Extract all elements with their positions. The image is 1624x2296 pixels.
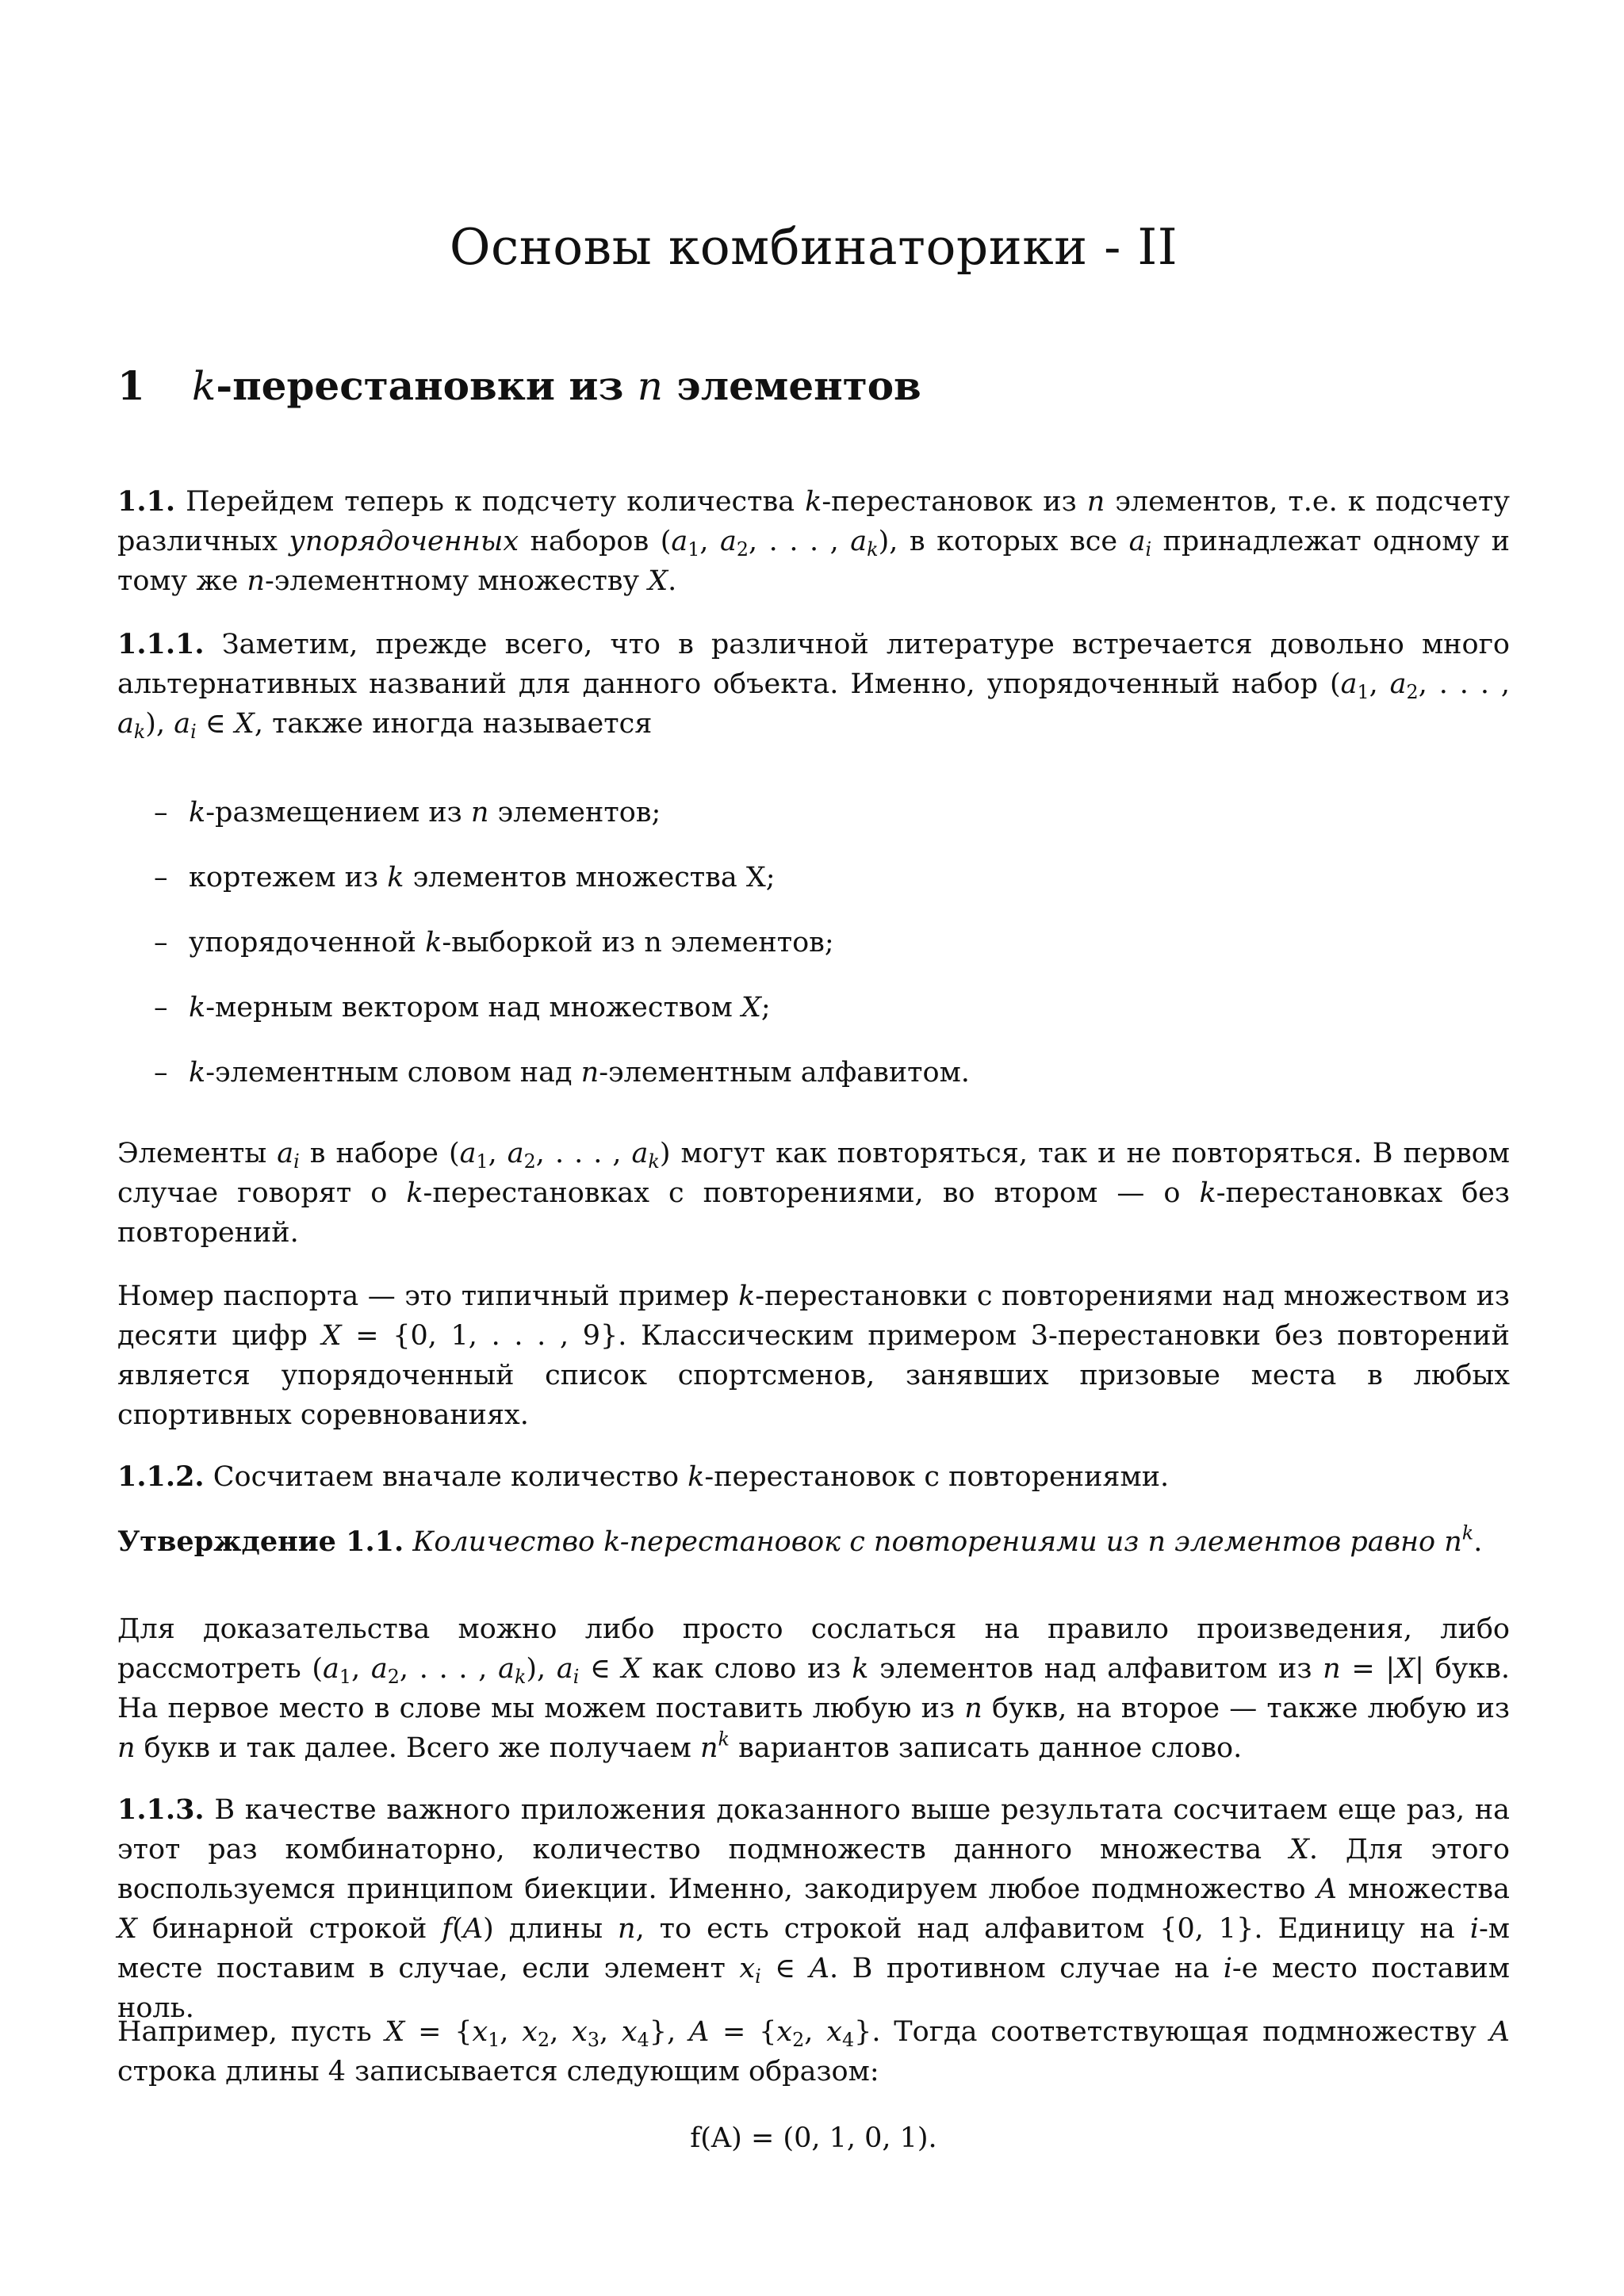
- paragraph-text: Перейдем теперь к подсчету количества: [175, 486, 806, 518]
- paragraph-text: Элементы: [117, 1138, 278, 1169]
- list-item-text: -выборкой из n элементов;: [442, 927, 834, 959]
- paragraph-text: могут как повторяться, так и не повторяться. В первом случае говорят о: [117, 1138, 1510, 1209]
- list-item: – k-элементным словом над n-элементным алфавитом.: [154, 1057, 970, 1089]
- paragraph-text: элементов над алфавитом из: [868, 1653, 1323, 1685]
- paragraph-text: наборов: [519, 526, 661, 557]
- paragraph-text: -перестановок из: [822, 486, 1087, 518]
- paragraph-text: -м месте поставим в случае, если элемент: [117, 1913, 1511, 1984]
- claim-label: Утверждение 1.1.: [117, 1525, 404, 1558]
- paragraph-passport: Номер паспорта — это типичный пример k-перестановки с повторениями над множеством из десяти цифр X = {0, 1, . . . , 9}. Классическим примером 3-перестановки без повторений является упорядоченный список спортсменов, занявших призовые места в любых спортивных соревнованиях.: [117, 1280, 1510, 1431]
- list-item-text: элементов множества X;: [404, 862, 776, 894]
- paragraph-text: вариантов записать данное слово.: [729, 1732, 1243, 1764]
- paragraph-text: в наборе: [299, 1138, 449, 1169]
- display-formula: [117, 2118, 1510, 2158]
- list-item: – k-размещением из n элементов;: [154, 797, 661, 828]
- section-title-post: элементов: [662, 362, 921, 409]
- paragraph-text: как слово из: [641, 1653, 852, 1685]
- claim-text: Количество k-перестановок с повторениями из n элементов равно: [404, 1526, 1445, 1558]
- list-item-var: X: [741, 992, 761, 1024]
- list-item-text: упорядоченной: [189, 927, 426, 959]
- paragraph-text: принадлежат одному и тому же: [117, 526, 1510, 597]
- paragraph-text: .: [668, 565, 677, 597]
- list-item-text: -элементным словом над: [205, 1057, 581, 1089]
- paragraph-text: Для доказательства можно либо просто сослаться на правило произведения, либо рассмотреть: [117, 1613, 1510, 1685]
- list-item-var: n: [470, 797, 489, 828]
- paragraph-text: -перестановок с повторениями.: [704, 1461, 1170, 1493]
- paragraph-1-1-2: 1.1.2. Сосчитаем вначале количество k-перестановок с повторениями.: [117, 1460, 1170, 1493]
- list-item-text: -элементным алфавитом.: [599, 1057, 970, 1089]
- paragraph-1-1: 1.1. Перейдем теперь к подсчету количества k-перестановок из n элементов, т.е. к подсчету различных упорядоченных наборов ($a_1$, $a_2$, . . . , $a_k$), в которых все $a_i$ принадлежат одному и тому же n-элементному множеству X.: [117, 485, 1510, 597]
- section-title-var-n: n: [637, 363, 663, 409]
- paragraph-text: . Для этого воспользуемся принципом биекции. Именно, закодируем любое подмножество: [117, 1834, 1510, 1905]
- paragraph-text: ,: [155, 708, 174, 740]
- claim-1-1: Утверждение 1.1. Количество k-перестановок с повторениями из n элементов равно $n^k$.: [117, 1521, 1483, 1558]
- paragraph-text: В качестве важного приложения доказанного выше результата сосчитаем еще раз, на этот раз комбинаторно, количество подмножеств данного множества: [117, 1794, 1510, 1866]
- list-item-text: элементов;: [488, 797, 661, 828]
- paragraph-text: -перестановки с повторениями над множеством из десяти цифр: [117, 1280, 1510, 1352]
- paragraph-text: элементов, т.е. к подсчету различных: [117, 486, 1510, 557]
- list-item-var: k: [189, 1057, 206, 1089]
- paragraph-text: -перестановках с повторениями, во втором — о: [423, 1177, 1200, 1209]
- list-item-text: кортежем из: [189, 862, 388, 894]
- paragraph-text: . Единицу на: [1254, 1913, 1470, 1945]
- list-item-text: -мерным вектором над множеством: [205, 992, 741, 1024]
- paragraph-1-1-3: 1.1.3. В качестве важного приложения доказанного выше результата сосчитаем еще раз, на этот раз комбинаторно, количество подмножеств данного множества X. Для этого воспользуемся принципом биекции. Именно, закодируем любое подмножество A множества X бинарной строкой f(A) длины n, то есть строкой над алфавитом {0, 1}. Единицу на i-м месте поставим в случае, если элемент $x_i$ ∈ A. В противном случае на i-е место поставим ноль.: [117, 1793, 1511, 2024]
- paragraph-text: . Классическим примером 3-перестановки без повторений является упорядоченный список спортсменов, занявших призовые места в любых спортивных соревнованиях.: [117, 1320, 1510, 1431]
- paragraph-text: строка длины 4 записывается следующим образом:: [117, 2056, 879, 2087]
- paragraph-text: букв. На первое место в слове мы можем поставить любую из: [117, 1653, 1511, 1724]
- synonym-list: [154, 793, 1502, 1118]
- paragraph-text: -перестановках без повторений.: [117, 1177, 1510, 1249]
- emphasis-text: упорядоченных: [289, 526, 519, 557]
- list-item-var: k: [387, 862, 404, 894]
- paragraph-text: , также иногда называется: [254, 708, 653, 740]
- paragraph-label: 1.1.: [117, 485, 176, 518]
- paragraph-text: , то есть строкой над алфавитом: [635, 1913, 1160, 1945]
- list-item: – k-мерным вектором над множеством X;: [154, 992, 771, 1024]
- paragraph-label: 1.1.1.: [117, 628, 205, 660]
- list-item: – упорядоченной k-выборкой из n элементов;: [154, 927, 834, 959]
- paragraph-text: букв и так далее. Всего же получаем: [135, 1732, 700, 1764]
- paragraph-text: ,: [667, 2016, 689, 2048]
- section-number: 1: [117, 362, 145, 409]
- paragraph-text: бинарной строкой: [136, 1913, 442, 1945]
- paragraph-1-1-1: 1.1.1. Заметим, прежде всего, что в различной литературе встречается довольно много альтернативных названий для данного объекта. Именно, упорядоченный набор ($a_1$, $a_2$, . . . , $a_k$), $a_i$ ∈ X, также иногда называется: [117, 628, 1510, 744]
- formula-text: f(A) = (0, 1, 0, 1).: [690, 2122, 937, 2154]
- paragraph-text: -элементному множеству: [264, 565, 649, 597]
- list-item: – кортежем из k элементов множества X;: [154, 862, 776, 894]
- section-title-mid: -перестановки из: [216, 362, 638, 409]
- list-item-var: n: [580, 1057, 599, 1089]
- paragraph-text: -е место поставим ноль.: [117, 1953, 1510, 2024]
- section-heading: [117, 358, 1510, 414]
- paragraph-text: . В противном случае на: [829, 1953, 1224, 1984]
- paragraph-text: Например, пусть: [117, 2016, 385, 2048]
- paragraph-proof: Для доказательства можно либо просто сослаться на правило произведения, либо рассмотреть ($a_1$, $a_2$, . . . , $a_k$), $a_i$ ∈ X как слово из k элементов над алфавитом из n = |X| букв. На первое место в слове мы можем поставить любую из n букв, на второе — также любую из n букв и так далее. Всего же получаем $n^k$ вариантов записать данное слово.: [117, 1613, 1511, 1764]
- paragraph-label: 1.1.3.: [117, 1793, 205, 1826]
- paragraph-text: множества: [1336, 1873, 1511, 1905]
- document-title: Основы комбинаторики - II: [449, 218, 1178, 276]
- paragraph-text: Заметим, прежде всего, что в различной литературе встречается довольно много альтернативных названий для данного объекта. Именно, упорядоченный набор: [117, 629, 1510, 700]
- section-title-var-k: k: [192, 363, 216, 409]
- paragraph-elements: Элементы $a_i$ в наборе ($a_1$, $a_2$, . . . , $a_k$) могут как повторяться, так и не повторяться. В первом случае говорят о k-перестановках с повторениями, во втором — о k-перестановках без повторений.: [117, 1138, 1510, 1249]
- paragraph-text: Сосчитаем вначале количество: [204, 1461, 688, 1493]
- paragraph-text: Номер паспорта — это типичный пример: [117, 1280, 739, 1312]
- list-item-var: k: [189, 797, 206, 828]
- list-item-var: k: [189, 992, 206, 1024]
- list-item-text: ;: [760, 992, 771, 1024]
- paragraph-label: 1.1.2.: [117, 1460, 205, 1493]
- paragraph-text: букв, на второе — также любую из: [982, 1693, 1510, 1724]
- paragraph-text: длины: [493, 1913, 619, 1945]
- paragraph-text: , в которых все: [889, 526, 1129, 557]
- list-item-text: -размещением из: [205, 797, 471, 828]
- paragraph-example: Например, пусть $X = \{x_1$, $x_2$, $x_3$, $x_4$}, $A = \{x_2$, $x_4$}. Тогда соответствующая подмножеству A строка длины 4 записывается следующим образом:: [117, 2016, 1510, 2087]
- list-item-var: k: [425, 927, 442, 959]
- paragraph-text: . Тогда соответствующая подмножеству: [871, 2016, 1490, 2048]
